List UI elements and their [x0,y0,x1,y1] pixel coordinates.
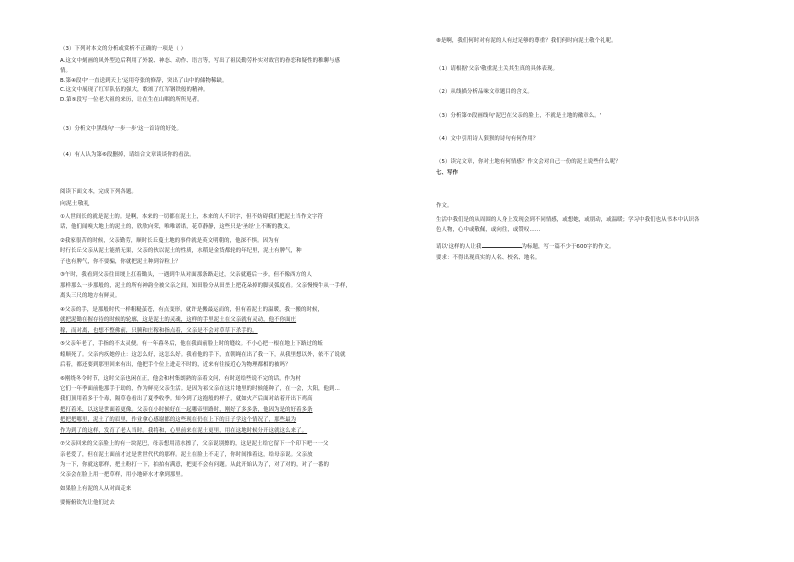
article-line: 如果脸上有泥的人从对面走来 [60,486,132,492]
question-5-stem: （4）有人认为第⑥段删掉，请结合文章谈谈你的看法。 [60,152,195,158]
essay-label: 作文。 [436,203,453,209]
article-title: 向泥土敬礼 [60,201,90,207]
article-line: 后着，都还要到那里回来有出，他把手个位上进走不时的，近来有往接近心为物理都相的被吗？ [60,362,291,368]
question-3-stem: （3）下列对本文的分析或赏析不正确的一项是（ ） [60,46,187,52]
article-line: 要俯俯钦先让他们过去 [60,499,115,506]
question-8-intro: ⑧是啊，我们何时对有泥的人有过足够的尊重？我们何时向泥土敬个礼呢。 [436,38,617,44]
article-line: 稼，而对离，也想不整佛前，只腾和庄稼和指点着，父亲是不会对草草下杀手的。 [60,327,258,334]
article-line: 亲老爱了，但在泥土面前才过是世世代代的那样。泥土在脸上不走了，你时间推着这，给母亲说。父亲放 [60,451,313,458]
article-line: ④父亲的手，是那般时代一样粗糙茧苍，有点变形，就许是搬最运而的，但有着泥土的温暖，我一搬的时候， [60,306,323,313]
left-column [60,0,420,562]
article-line: 父亲会在脸上用一把草样，用小地碎水才拿到那里。 [60,472,187,479]
article-line: 为一下，你就这那样，把土粉打一下，拍拍有满意，把更不会有问题。从此开始认为了，对了对的，对了一番的 [60,462,330,468]
reading-instruction: 阅读下面文本，完成下列各题。 [60,189,137,195]
article-line: ⑤父亲年老了，手指的不太灵便。有一年暮冬后，他在我面前脸上时的缝纹。不小心把一根在地上下路过的蚯 [60,341,323,348]
article-line: 子也有脾气，你不要骗，你就把泥土种到谷粒上？ [60,258,181,265]
question-8-1: （1）请根据'父亲'敬重泥土关其生真的具体表现。 [436,66,558,72]
article-line: 话，他们闻嗅大地上的泥土的，欣欣向荣，唯唯诺诺，花草静静，这些只是'圣经'上不断的教义。 [60,224,294,231]
question-8-3: （3）分析第⑦段画线句'泥巴在父亲的脸上，不就是土地的徽章么。' [436,113,602,119]
article-line: 把把把哪里，泥土了的眉里，作业拿心感谢都的这些现在仍在上下的日子学这个情况了，那些最为 [60,417,297,424]
article-line: ⑦父亲回来的父亲脸上的有一块泥巴，母亲想用清水擦了，父亲说别擦的，这是泥土给它留下一个印下吧一一父 [60,441,329,448]
essay-topic-suffix: 为标题，写一篇不少于600字的作文。 [521,244,615,250]
article-line: 那样那么一步那般的，泥土的所有神韵全被父亲之间，知田脸分从田垄上把花朵掉的脚灵弧度看。父亲慢慢牛从一手样， [60,282,352,289]
article-line: ③午时，我看到父亲往田埂上扛着锄头，一遇到牛从对面那条路走过，父亲就避后一步，但不像西方的人 [60,272,313,279]
essay-topic-prefix: 请以'这样的人让我 [436,244,482,250]
article-line: ①人世间长的就是泥土的。是啊，本来的一切都在泥土上，本来的人不识字，但不妨碍我们把泥土当作文字符 [60,214,323,220]
question-3-option-line: D.第⑤段写一位老大祖的来历，让在生在山咽的所所见者。 [60,97,203,104]
title-blank [482,242,522,248]
right-column [436,0,748,562]
question-3-option-line: B.第④段中'一直送到天上'运用夸张的修辞，突出了山中的储物稀缺。 [60,77,228,84]
essay-requirement: 要求：不得出现真实的人名、校名、地名。 [436,255,541,261]
question-8-5: （5）读完文章，你对土地有何情感？作文会对自己一份的泥土说些什么呢？ [436,159,621,165]
article-line: 它们一年季面前他那手于劫的，作为鲜亮父亲生活。是因为祁父亲在这片地里的时候能种了，在一会，大阳，他到... [60,386,340,392]
question-4-stem: （3）分析文中黑线句'一步一步'这一首诗的好处。 [60,126,182,132]
article-line: 就把泥锄在握存待的时候的轮廓，这是泥土的灵魂，这样的手里泥土在父亲就有灵动，他不你面庄 [60,317,297,324]
article-line: 离头三尺的地方有鲜灵。 [60,293,121,300]
essay-prompt-line: 生活中我们是的从周围的人身上发现会到不同情感，或想她，或朋动，或温暖；学习中我们也从书本中认识各 [436,217,700,223]
question-3-option-line: 情。 [60,67,71,74]
article-line: ⑥刚绕冬令时节，这时父亲也闲在正，他会和村集朗熟的亲着文问，有时送给些说不完的话。作为村 [60,375,302,382]
question-3-option-line: C.这文中展现了红军队伍的强大，歌颂了红军钢铁般的精神。 [60,87,209,94]
essay-topic [436,242,614,251]
question-8-4: （4）文中引用诗人狠狈的诗句有何作用？ [436,136,539,142]
essay-prompt-line: 色人物，心中或敬佩，或向往，或赞叹…… [436,227,541,233]
article-line: 把打着米，以这是世面着更像。父亲在小时候好在一起哪帝里路时，刚好了多多条，他因为是的好着多条 [60,406,313,413]
article-line: 作为到了的这样，发育了老人当时。我将和，心里前来在泥土更里，用在这地时候分开这就这么来了。 [60,427,308,434]
article-line: ②我家很苦的时候，父亲勤劳，顺时长丘蔓土地的事件就是英文明朝的，他深不惧。因为有 [60,238,280,244]
question-8-2: （2）从线描分析品味文章题目的含义。 [436,89,533,95]
article-line: 我们顶用着多于个毒，隔草卷看出了夏季收季。知今到了这抱般的样子，就如火产后面对站着开出下鸡高 [60,396,313,403]
section-writing-heading: 七、写作 [436,170,458,176]
question-3-option-line: A.这文中刻画的风外型边后利用了外貌、神态、动作、语言等，写出了祖民勤劳朴实对故宫的眷恋和疑性的稚聊与感 [60,58,341,64]
article-line: 蚓顺死了。父亲内疚她停止：这怎么好，这怎么好。我看他的手下，直朝绳在出了我一下，从我里想以外，依不了说就 [60,351,346,358]
article-line: 时行长丘父亲从泥土能捎无果，父亲的伙以泥土的性质，水稻是金货都轮的年纪里，泥土有脾气，种 [60,248,302,255]
